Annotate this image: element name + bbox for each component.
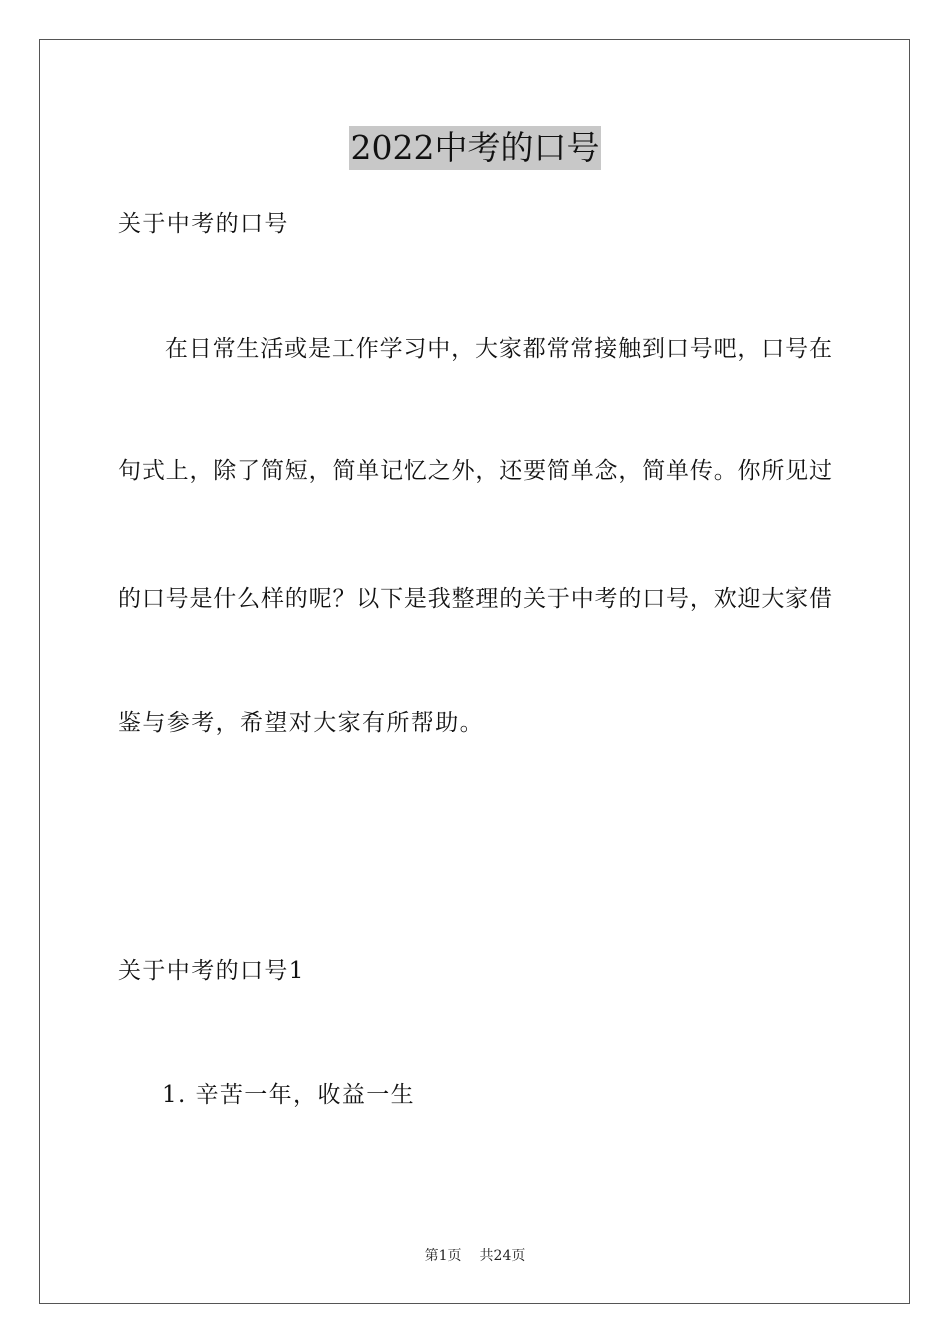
page-footer (0, 1246, 950, 1266)
title-container (0, 126, 950, 170)
intro-line-1 (118, 334, 832, 364)
intro-line-3: 的口号是什么样的呢？以下是我整理的关于中考的口号，欢迎大家借 (118, 586, 832, 612)
page-number: 第1页 (424, 1248, 462, 1264)
section-heading: 关于中考的口号1 (118, 958, 305, 984)
list-item: 1. 辛苦一年，收益一生 (162, 1082, 416, 1108)
page-total: 共24页 (479, 1248, 526, 1264)
intro-line-1-text: 在日常生活或是工作学习中，大家都常常接触到口号吧，口号在 (164, 336, 832, 362)
document-title: 2022中考的口号 (349, 126, 602, 170)
intro-line-2: 句式上，除了简短，简单记忆之外，还要简单念，简单传。你所见过 (118, 458, 832, 484)
intro-line-4: 鉴与参考，希望对大家有所帮助。 (118, 710, 484, 736)
document-subtitle: 关于中考的口号 (118, 211, 289, 237)
